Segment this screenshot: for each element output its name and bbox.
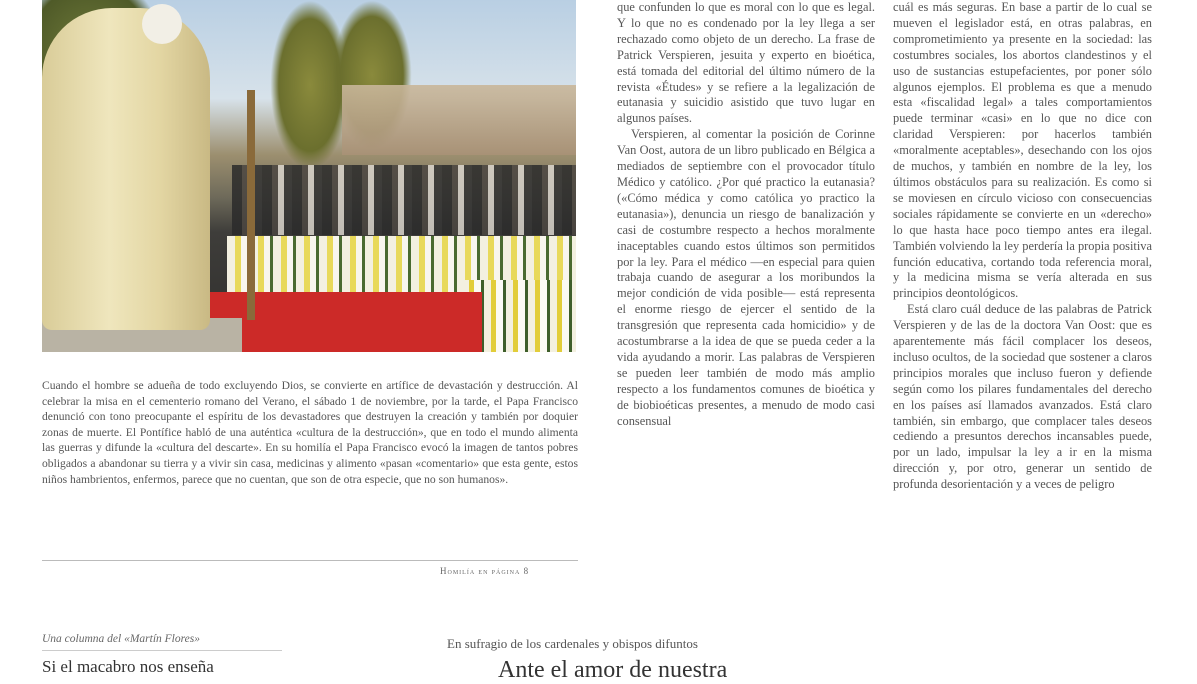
news-photo (42, 0, 576, 352)
article-column-2 (617, 0, 875, 582)
continue-link[interactable]: Homilía en página 8 (440, 566, 530, 576)
paragraph: cuál es más seguras. En base a partir de lo cual se mueven el legislador está, en otras palabras, en comprometimiento ya presente en la sociedad: las costumbres sociales, los abortos clandestinos y el uso de sustancias estupefacientes, por poner sólo algunos ejemplos. El problema es que a menudo esta «fiscalidad legal» a tales comportamientos puede terminar «casi» en lo que no dice con claridad Verspieren: por hacerlos también «moralmente aceptables», desechando con los ojos de muchos, y también en nombre de la ley, los últimos obstáculos para su realización. Es como si se moviesen en círculo vicioso con consecuencias sociales rápidamente se convierte en un «derecho» lo que hasta hace poco tiempo antes era ilegal. También volviendo la ley perdería la propia positiva función educativa, cortando toda referencia moral, y la medicina misma se vería alterada en sus principios deontológicos. (893, 0, 1152, 301)
article-column-3 (893, 0, 1152, 675)
paragraph: Verspieren, al comentar la posición de Corinne Van Oost, autora de un libro publicado en Bélgica a mediados de septiembre con el provocador título Médico y católico. ¿Por qué practico la eutanasia? («Cómo médica y como católica yo practico la eutanasia»), denuncia un riesgo de banalización y casi de costumbre respecto a hechos moralmente inaceptables cuando estos últimos son permitidos por la ley. Para el médico —en especial para quien trabaja cuando de asegurar a los moribundos la mejor condición de vida posible— está representa el enorme riesgo de ejercer el sentido de la transgresión que representa cada homicidio» y de acostumbrarse a la idea de que se pueda ceder a la vida ayudando a morir. Las palabras de Verspieren se pueden leer también de modo más amplio respecto a los fundamentos comunes de bioética y de biobioéticas presentes, a menudo de modo casi consensual (617, 127, 875, 428)
article-headline-center[interactable]: Ante el amor de nuestra (498, 657, 728, 683)
photo-caption: Cuando el hombre se adueña de todo excluyendo Dios, se convierte en artífice de devastación y destrucción. Al celebrar la misa en el cementerio romano del Verano, el sábado 1 de noviembre, por la tarde, el Papa Francisco denunció con tono preocupante el espíritu de los devastadores que destruyen la creación y también por doquier zonas de muerte. El Pontífice habló de una auténtica «cultura de la destrucción», que en todo el mundo alimenta las guerras y difunde la «cultura del descarte». En su homilía el Papa Francisco evocó la imagen de tantos pobres obligados a abandonar su tierra y a vivir sin casa, medicinas y alimento «pasan «comentario» que esta gente, estos niños hambrientos, enfermos, parece que no cuentan, que son de otra especie, que no son humanos». (42, 379, 578, 486)
caption-divider (42, 560, 578, 561)
column-kicker: Una columna del «Martín Flores» (42, 633, 201, 645)
photo-pope-figure (42, 8, 210, 330)
kicker-divider (42, 650, 282, 651)
paragraph: Está claro cuál deduce de las palabras de Patrick Verspieren y de las de la doctora Van Oost: que es aparentemente más fácil complacer los deseos, incluso ocultos, de la sociedad que sostener a claros principios morales que incluso fueron y defiende según como los pilares fundamentales del derecho en los países así llamados avanzados. Está claro también, sin embargo, que complacer tales deseos cediendo a presuntos derechos incansables puede, por un lado, impulsar la ley a ir en la misma dirección y, por otro, generar un sentido de profunda desorientación y a veces de peligro (893, 302, 1152, 492)
paragraph: que confunden lo que es moral con lo que es legal. Y lo que no es condenado por la ley llega a ser rechazado como objeto de un derecho. La frase de Patrick Verspieren, jesuita y experto en bioética, está tomada del editorial del último número de la revista «Études» y se refiere a la legalización de eutanasia y suicidio asistido que tuvo lugar en algunos países. (617, 0, 875, 126)
photo-crosier (247, 90, 255, 320)
article-headline-left[interactable]: Si el macabro nos enseña (42, 657, 214, 676)
photo-crowd (232, 165, 576, 235)
photo-buildings (342, 85, 576, 155)
photo-pope-head (142, 4, 182, 44)
section-title: En sufragio de los cardenales y obispos difuntos (447, 636, 698, 651)
